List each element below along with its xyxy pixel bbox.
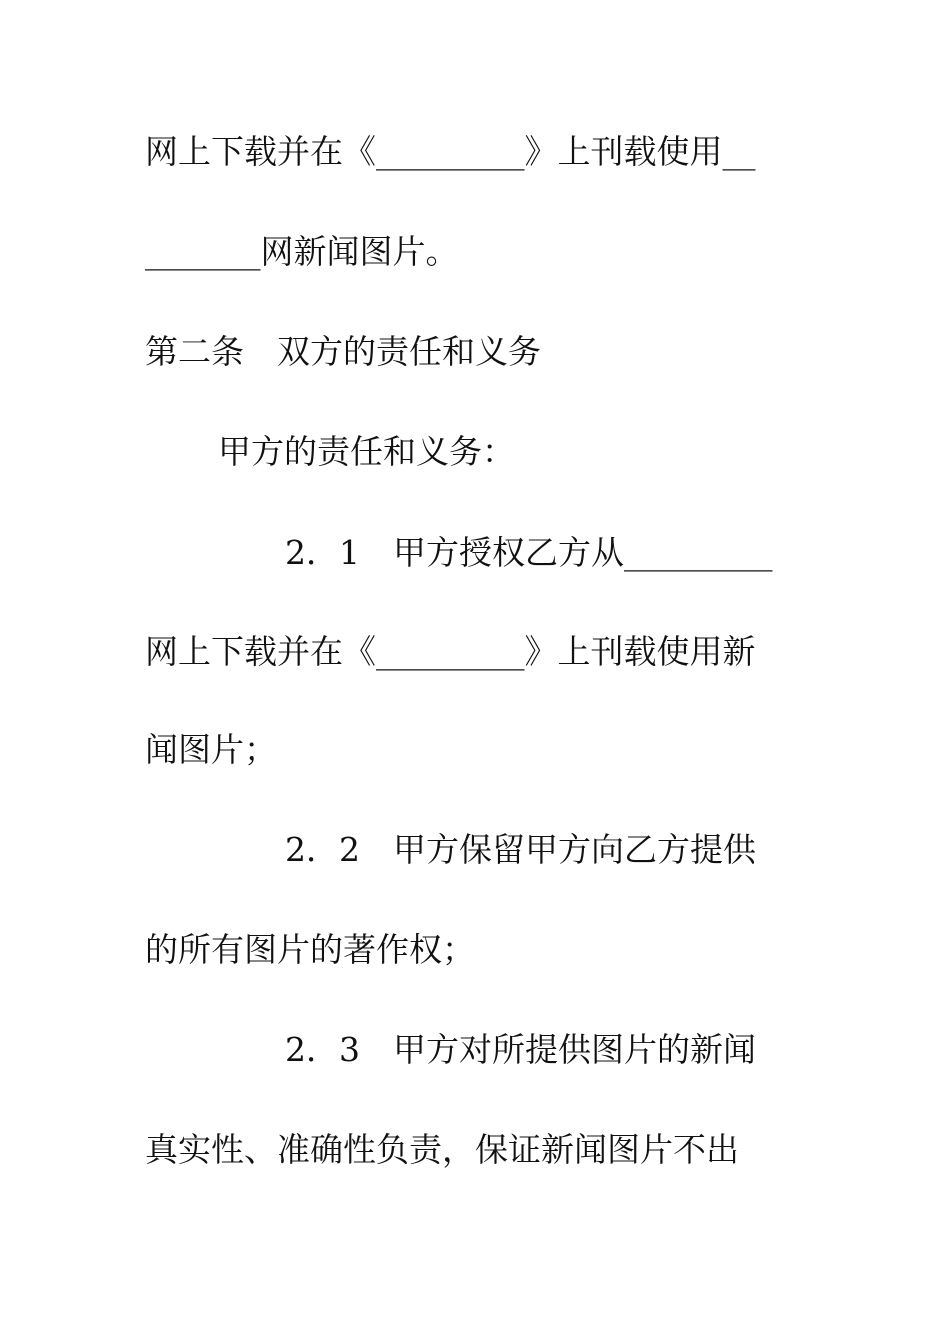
text-line-6: 网上下载并在《_________》上刊载使用新 bbox=[145, 632, 756, 671]
clause-2-3: 2．3 甲方对所提供图片的新闻 bbox=[285, 1030, 756, 1069]
article-heading: 第二条 双方的责任和义务 bbox=[145, 332, 541, 371]
text-line-9: 的所有图片的著作权； bbox=[145, 930, 475, 969]
text-line-1: 网上下载并在《_________》上刊载使用__ bbox=[145, 132, 756, 171]
text-line-11: 真实性、准确性负责，保证新闻图片不出 bbox=[145, 1130, 739, 1169]
clause-2-2: 2．2 甲方保留甲方向乙方提供 bbox=[285, 830, 756, 869]
section-heading-party-a: 甲方的责任和义务： bbox=[218, 432, 515, 471]
text-line-2: _______网新闻图片。 bbox=[145, 232, 459, 271]
clause-2-1: 2．1 甲方授权乙方从_________ bbox=[285, 533, 773, 572]
text-line-7: 闻图片； bbox=[145, 730, 277, 769]
